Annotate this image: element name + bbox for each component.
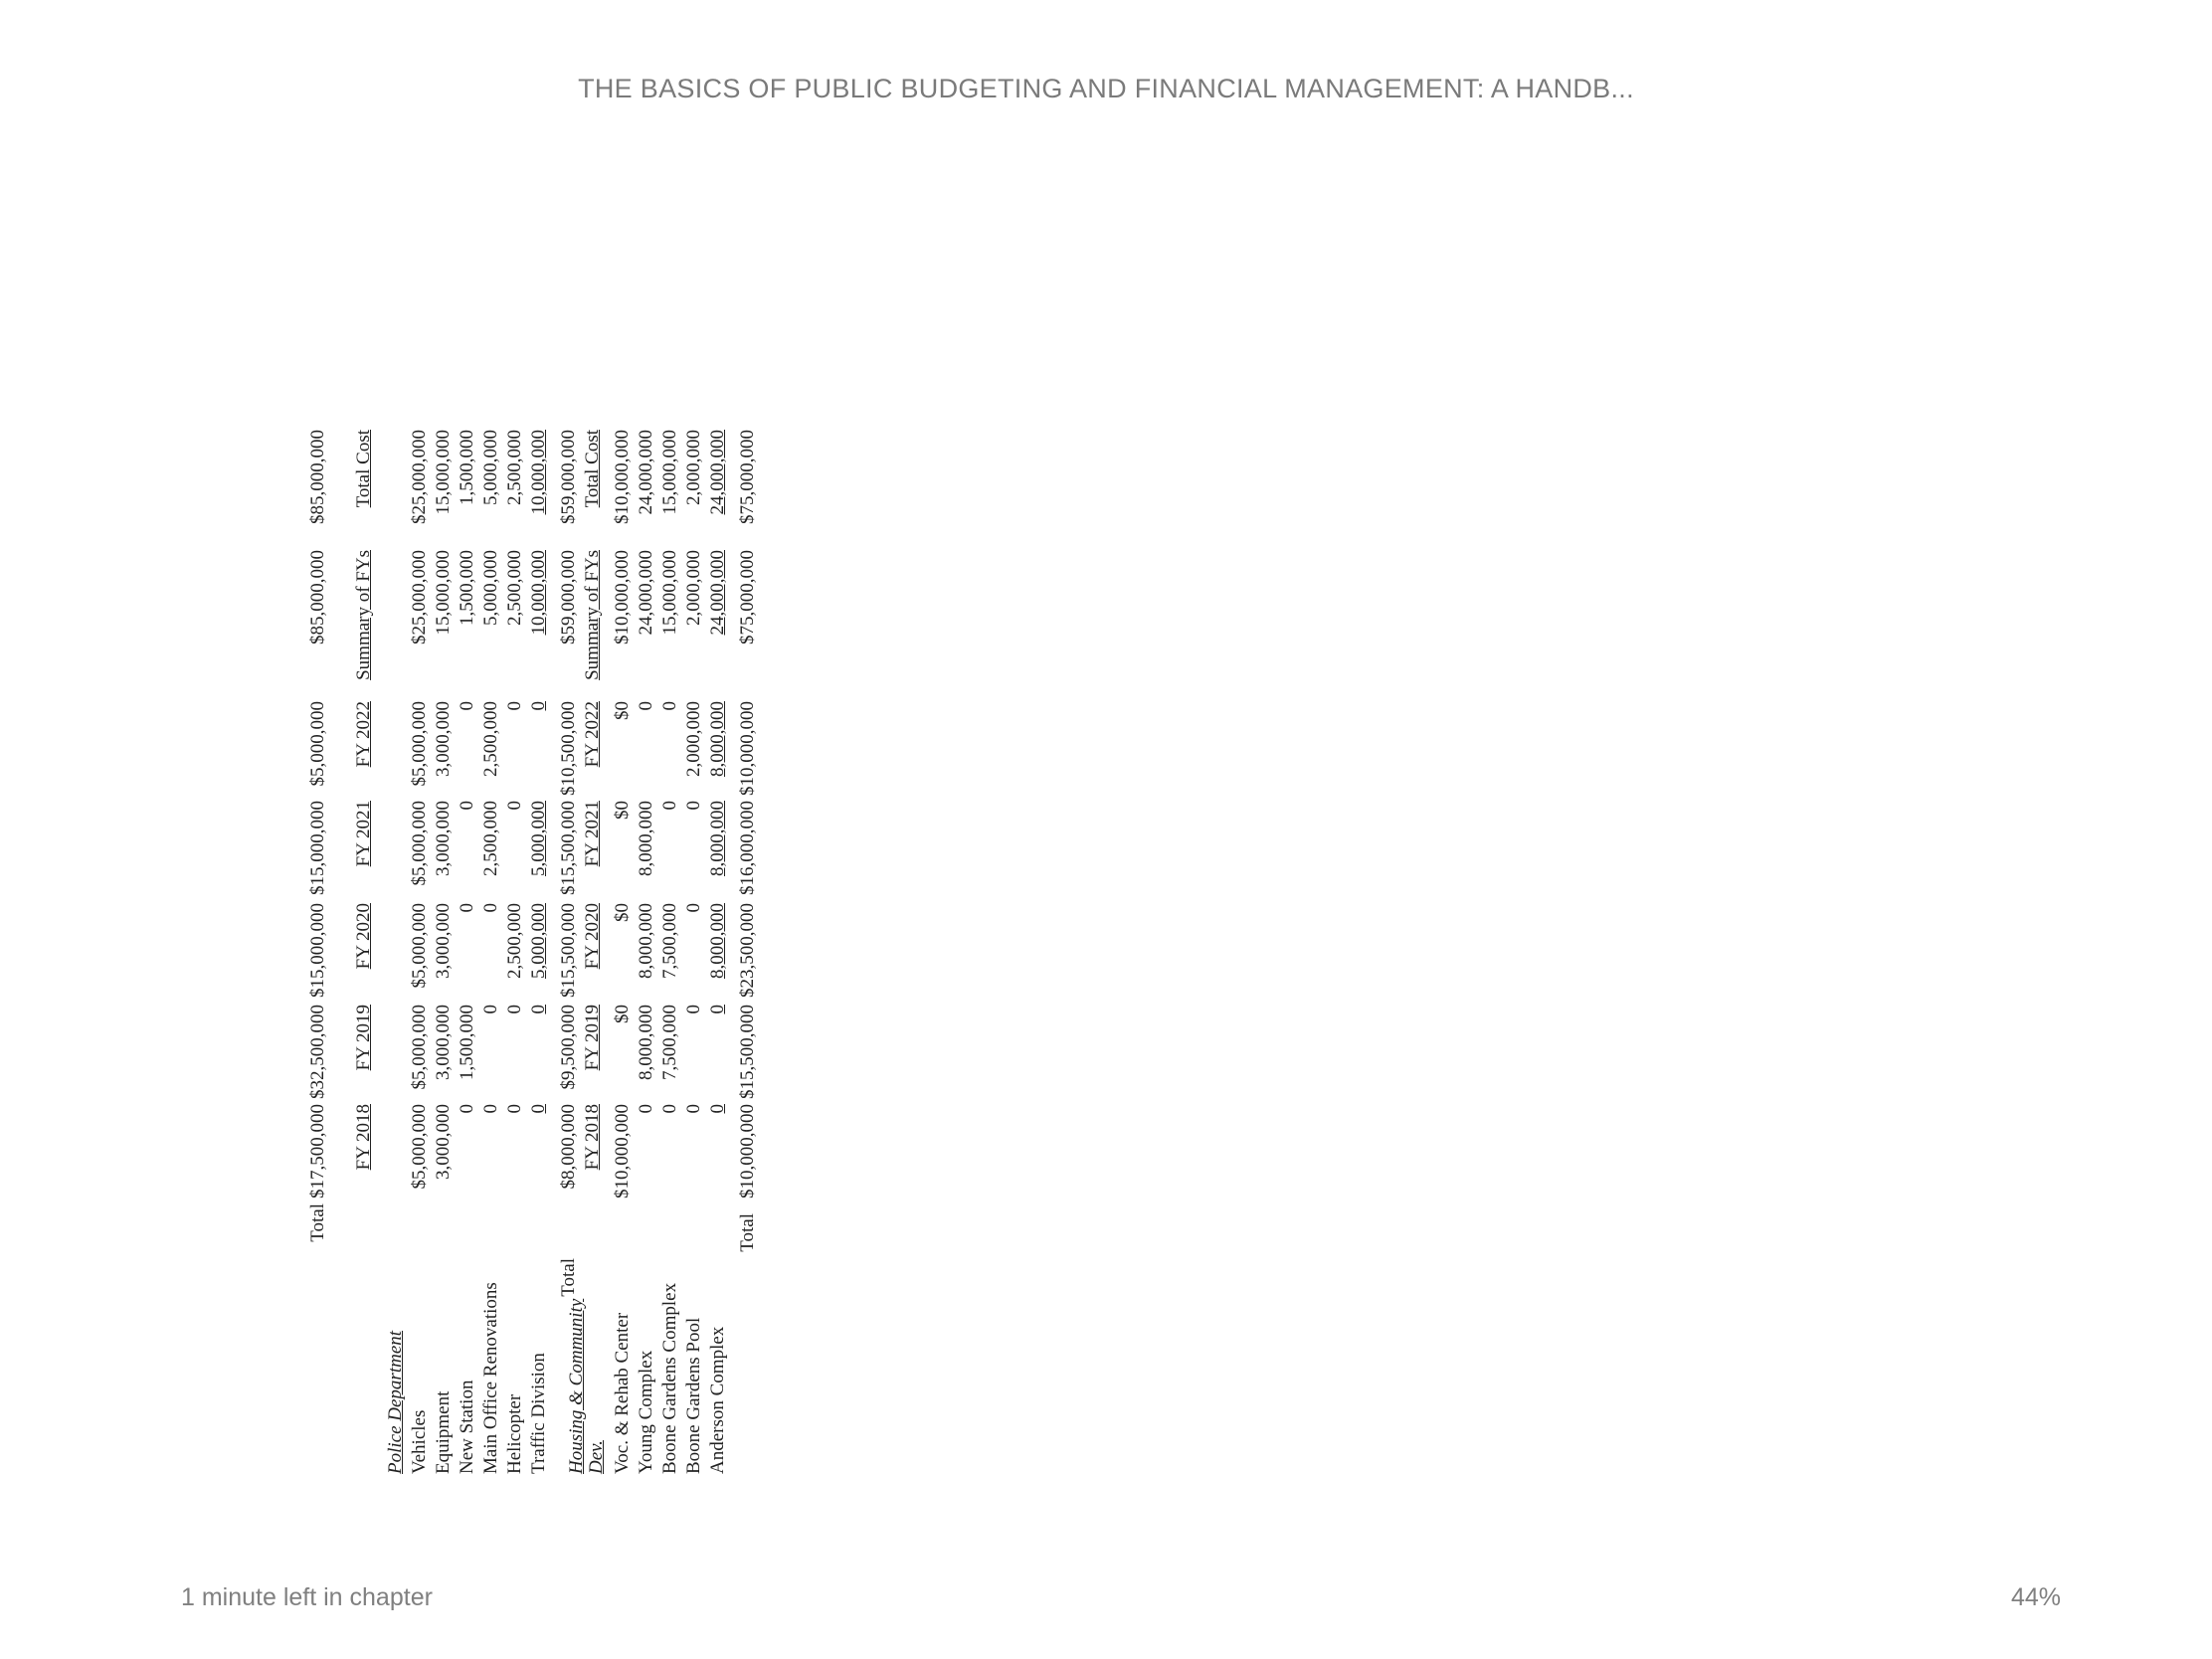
- housing-total-value: $15,500,000: [737, 1005, 758, 1099]
- police-row-label: Traffic Division: [528, 1353, 549, 1474]
- housing-column-header: FY 2019: [582, 1005, 603, 1071]
- housing-total-value: $10,000,000: [737, 1104, 758, 1198]
- housing-row-value: 15,000,000: [659, 550, 680, 636]
- rotated-budget-table: [306, 223, 963, 1482]
- housing-row-value: 24,000,000: [636, 430, 656, 515]
- police-row-value: 0: [457, 801, 477, 811]
- housing-data-row: [658, 223, 682, 1482]
- police-column-header: FY 2021: [353, 801, 374, 867]
- housing-row-value: 2,000,000: [683, 701, 704, 777]
- police-row-label: Main Office Renovations: [480, 1282, 501, 1474]
- housing-row-value: 0: [636, 1104, 656, 1114]
- housing-data-row: [682, 223, 706, 1482]
- housing-row-value: 0: [659, 701, 680, 711]
- police-row-value: 2,500,000: [480, 701, 501, 777]
- housing-row-value: 0: [707, 1104, 728, 1114]
- housing-column-header: Total Cost: [582, 430, 603, 508]
- housing-row-value: 24,000,000: [707, 550, 728, 636]
- housing-total-row: [736, 223, 760, 1482]
- police-row-value: 1,500,000: [457, 1005, 477, 1080]
- police-data-row: [408, 223, 432, 1482]
- police-total-value: $59,000,000: [558, 430, 579, 524]
- police-column-header: FY 2022: [353, 701, 374, 768]
- police-total-value: $10,500,000: [558, 701, 579, 796]
- housing-data-row: [611, 223, 635, 1482]
- housing-row-value: $10,000,000: [612, 430, 633, 524]
- housing-total-label: Total: [737, 1213, 758, 1252]
- police-row-value: 2,500,000: [480, 801, 501, 876]
- police-row-value: 2,500,000: [504, 430, 525, 505]
- housing-section-title: Housing & Community: [566, 1298, 587, 1474]
- top-total-label: Total: [307, 1203, 328, 1242]
- police-row-label: Equipment: [433, 1390, 454, 1474]
- police-column-header: Total Cost: [353, 430, 374, 508]
- police-row-value: 0: [457, 1104, 477, 1114]
- housing-row-value: 0: [707, 1005, 728, 1014]
- housing-row-value: 24,000,000: [636, 550, 656, 636]
- housing-row-value: $0: [612, 903, 633, 922]
- housing-row-label: Boone Gardens Complex: [659, 1282, 680, 1474]
- housing-total-value: $16,000,000: [737, 801, 758, 895]
- police-data-row: [432, 223, 456, 1482]
- police-row-value: 0: [480, 903, 501, 913]
- police-total-value: $15,500,000: [558, 801, 579, 895]
- police-title-row: [384, 223, 408, 1482]
- police-row-value: $25,000,000: [409, 550, 430, 645]
- police-row-value: 3,000,000: [433, 1005, 454, 1080]
- police-column-header: Summary of FYs: [353, 550, 374, 680]
- police-row-value: $5,000,000: [409, 1104, 430, 1190]
- top-total-value: $32,500,000: [307, 1005, 328, 1099]
- police-row-value: 3,000,000: [433, 701, 454, 777]
- top-total-value: $5,000,000: [307, 701, 328, 787]
- housing-row-value: 0: [683, 1104, 704, 1114]
- reading-progress: 44%: [2010, 1583, 2061, 1611]
- housing-row-value: 2,000,000: [683, 430, 704, 505]
- housing-column-header: FY 2018: [582, 1104, 603, 1171]
- top-total-value: $15,000,000: [307, 903, 328, 998]
- housing-total-value: $23,500,000: [737, 903, 758, 998]
- top-total-value: $85,000,000: [307, 430, 328, 524]
- housing-column-header: FY 2020: [582, 903, 603, 970]
- police-row-value: 2,500,000: [504, 903, 525, 979]
- housing-row-value: 15,000,000: [659, 430, 680, 515]
- housing-row-value: 0: [683, 801, 704, 811]
- police-row-value: 5,000,000: [480, 550, 501, 626]
- housing-row-value: 7,500,000: [659, 1005, 680, 1080]
- police-row-value: 15,000,000: [433, 430, 454, 515]
- police-total-value: $15,500,000: [558, 903, 579, 998]
- police-row-value: 5,000,000: [528, 903, 549, 979]
- housing-row-label: Boone Gardens Pool: [683, 1317, 704, 1474]
- housing-total-value: $75,000,000: [737, 430, 758, 524]
- police-row-value: 0: [504, 801, 525, 811]
- police-section-title: Police Department: [385, 1330, 406, 1474]
- police-row-value: $5,000,000: [409, 903, 430, 989]
- top-total-value: $15,000,000: [307, 801, 328, 895]
- housing-total-value: $10,000,000: [737, 701, 758, 796]
- housing-column-header: FY 2021: [582, 801, 603, 867]
- police-row-value: 0: [480, 1104, 501, 1114]
- housing-row-value: 8,000,000: [636, 1005, 656, 1080]
- police-column-header: FY 2018: [353, 1104, 374, 1171]
- police-total-value: $8,000,000: [558, 1104, 579, 1190]
- police-data-row: [479, 223, 503, 1482]
- top-total-value: $85,000,000: [307, 550, 328, 645]
- housing-row-value: 7,500,000: [659, 903, 680, 979]
- book-title: THE BASICS OF PUBLIC BUDGETING AND FINANCIAL MANAGEMENT: A HANDB...: [578, 74, 1634, 103]
- police-row-value: 0: [528, 701, 549, 711]
- housing-row-value: 0: [636, 701, 656, 711]
- housing-row-value: $0: [612, 801, 633, 820]
- housing-row-label: Voc. & Rehab Center: [612, 1312, 633, 1474]
- housing-data-row: [635, 223, 658, 1482]
- housing-column-header: Summary of FYs: [582, 550, 603, 680]
- housing-row-value: 0: [659, 1104, 680, 1114]
- housing-row-value: 2,000,000: [683, 550, 704, 626]
- housing-column-header: FY 2022: [582, 701, 603, 768]
- housing-row-label: Anderson Complex: [707, 1326, 728, 1474]
- police-row-value: $5,000,000: [409, 701, 430, 787]
- police-row-value: 5,000,000: [480, 430, 501, 505]
- housing-row-label: Young Complex: [636, 1350, 656, 1474]
- housing-row-value: 8,000,000: [707, 903, 728, 979]
- housing-section-title-cont: Dev.: [586, 1440, 607, 1474]
- housing-row-value: 0: [683, 1005, 704, 1014]
- police-row-value: 0: [480, 1005, 501, 1014]
- police-header-row: [352, 223, 376, 1482]
- police-total-label: Total: [558, 1258, 579, 1297]
- police-row-label: Vehicles: [409, 1409, 430, 1474]
- housing-row-value: 8,000,000: [707, 801, 728, 876]
- housing-row-value: 0: [659, 801, 680, 811]
- police-data-row: [503, 223, 527, 1482]
- housing-row-value: 8,000,000: [636, 903, 656, 979]
- housing-total-value: $75,000,000: [737, 550, 758, 645]
- top-total-row: [306, 223, 330, 1482]
- police-row-value: $5,000,000: [409, 801, 430, 886]
- police-row-value: 0: [504, 1104, 525, 1114]
- housing-row-value: 24,000,000: [707, 430, 728, 515]
- police-row-label: Helicopter: [504, 1393, 525, 1474]
- police-row-label: New Station: [457, 1380, 477, 1474]
- police-row-value: 15,000,000: [433, 550, 454, 636]
- police-row-value: 0: [504, 1005, 525, 1014]
- police-row-value: 3,000,000: [433, 801, 454, 876]
- police-row-value: 3,000,000: [433, 1104, 454, 1180]
- police-row-value: 0: [504, 701, 525, 711]
- housing-row-value: 8,000,000: [707, 701, 728, 777]
- time-left-in-chapter: 1 minute left in chapter: [181, 1583, 433, 1611]
- housing-row-value: $0: [612, 1005, 633, 1023]
- police-row-value: 5,000,000: [528, 801, 549, 876]
- police-data-row: [456, 223, 479, 1482]
- police-row-value: $25,000,000: [409, 430, 430, 524]
- police-row-value: 0: [457, 701, 477, 711]
- police-row-value: 10,000,000: [528, 430, 549, 515]
- police-data-row: [527, 223, 551, 1482]
- housing-data-row: [706, 223, 730, 1482]
- police-row-value: 1,500,000: [457, 430, 477, 505]
- police-row-value: 10,000,000: [528, 550, 549, 636]
- police-column-header: FY 2019: [353, 1005, 374, 1071]
- police-row-value: 0: [457, 903, 477, 913]
- police-row-value: $5,000,000: [409, 1005, 430, 1090]
- police-total-value: $59,000,000: [558, 550, 579, 645]
- police-row-value: 2,500,000: [504, 550, 525, 626]
- police-row-value: 0: [528, 1005, 549, 1014]
- housing-title-row-2: [585, 223, 609, 1482]
- police-column-header: FY 2020: [353, 903, 374, 970]
- book-page-image: [306, 223, 963, 1482]
- police-row-value: 1,500,000: [457, 550, 477, 626]
- police-row-value: 3,000,000: [433, 903, 454, 979]
- police-total-value: $9,500,000: [558, 1005, 579, 1090]
- housing-row-value: $10,000,000: [612, 1104, 633, 1198]
- housing-row-value: $0: [612, 701, 633, 720]
- housing-row-value: 8,000,000: [636, 801, 656, 876]
- housing-row-value: 0: [683, 903, 704, 913]
- police-row-value: 0: [528, 1104, 549, 1114]
- top-total-value: $17,500,000: [307, 1104, 328, 1198]
- housing-row-value: $10,000,000: [612, 550, 633, 645]
